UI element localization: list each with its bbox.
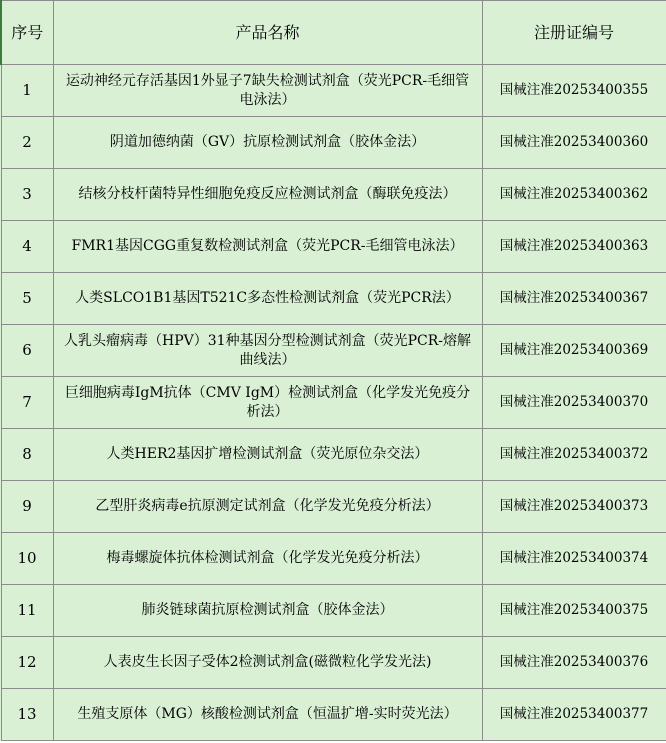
row-registration-number: 国械注准20253400374 [482,533,666,585]
row-index: 5 [1,273,53,325]
table-row [1,481,666,533]
row-registration-number: 国械注准20253400372 [482,429,666,481]
table-row [1,169,666,221]
row-registration-number: 国械注准20253400369 [482,325,666,377]
row-index: 9 [1,481,53,533]
row-index: 11 [1,585,53,637]
table-row [1,429,666,481]
row-index: 3 [1,169,53,221]
row-index: 7 [1,377,53,429]
row-registration-number: 国械注准20253400375 [482,585,666,637]
table-row [1,533,666,585]
header-registration-number[interactable]: 注册证编号 [482,1,666,65]
row-registration-number: 国械注准20253400377 [482,689,666,741]
row-registration-number: 国械注准20253400367 [482,273,666,325]
table-row [1,325,666,377]
row-product-name: 肺炎链球菌抗原检测试剂盒（胶体金法） [53,585,482,637]
row-index: 13 [1,689,53,741]
table-row [1,65,666,117]
row-index: 10 [1,533,53,585]
row-product-name: 结核分枝杆菌特异性细胞免疫反应检测试剂盒（酶联免疫法） [53,169,482,221]
row-product-name: 人类HER2基因扩增检测试剂盒（荧光原位杂交法） [53,429,482,481]
row-product-name: 人乳头瘤病毒（HPV）31种基因分型检测试剂盒（荧光PCR-熔解曲线法） [53,325,482,377]
row-registration-number: 国械注准20253400363 [482,221,666,273]
table-row [1,377,666,429]
table-row [1,221,666,273]
row-product-name: 生殖支原体（MG）核酸检测试剂盒（恒温扩增-实时荧光法） [53,689,482,741]
row-index: 2 [1,117,53,169]
row-product-name: 梅毒螺旋体抗体检测试剂盒（化学发光免疫分析法） [53,533,482,585]
row-index: 12 [1,637,53,689]
table-header-row [1,1,666,65]
header-product-name[interactable]: 产品名称 [53,1,482,65]
row-index: 4 [1,221,53,273]
table-row [1,689,666,741]
row-registration-number: 国械注准20253400373 [482,481,666,533]
header-index[interactable]: 序号 [1,1,53,65]
row-product-name: 人表皮生长因子受体2检测试剂盒(磁微粒化学发光法) [53,637,482,689]
table-row [1,273,666,325]
table-row [1,117,666,169]
row-product-name: 运动神经元存活基因1外显子7缺失检测试剂盒（荧光PCR-毛细管电泳法） [53,65,482,117]
row-index: 8 [1,429,53,481]
row-product-name: 乙型肝炎病毒e抗原测定试剂盒（化学发光免疫分析法） [53,481,482,533]
row-product-name: 人类SLCO1B1基因T521C多态性检测试剂盒（荧光PCR法） [53,273,482,325]
table-row [1,585,666,637]
table-row [1,637,666,689]
row-product-name: FMR1基因CGG重复数检测试剂盒（荧光PCR-毛细管电泳法） [53,221,482,273]
row-product-name: 巨细胞病毒IgM抗体（CMV IgM）检测试剂盒（化学发光免疫分析法） [53,377,482,429]
row-index: 1 [1,65,53,117]
row-registration-number: 国械注准20253400370 [482,377,666,429]
row-registration-number: 国械注准20253400376 [482,637,666,689]
row-product-name: 阴道加德纳菌（GV）抗原检测试剂盒（胶体金法） [53,117,482,169]
row-index: 6 [1,325,53,377]
row-registration-number: 国械注准20253400360 [482,117,666,169]
row-registration-number: 国械注准20253400362 [482,169,666,221]
row-registration-number: 国械注准20253400355 [482,65,666,117]
table-body [1,65,666,741]
